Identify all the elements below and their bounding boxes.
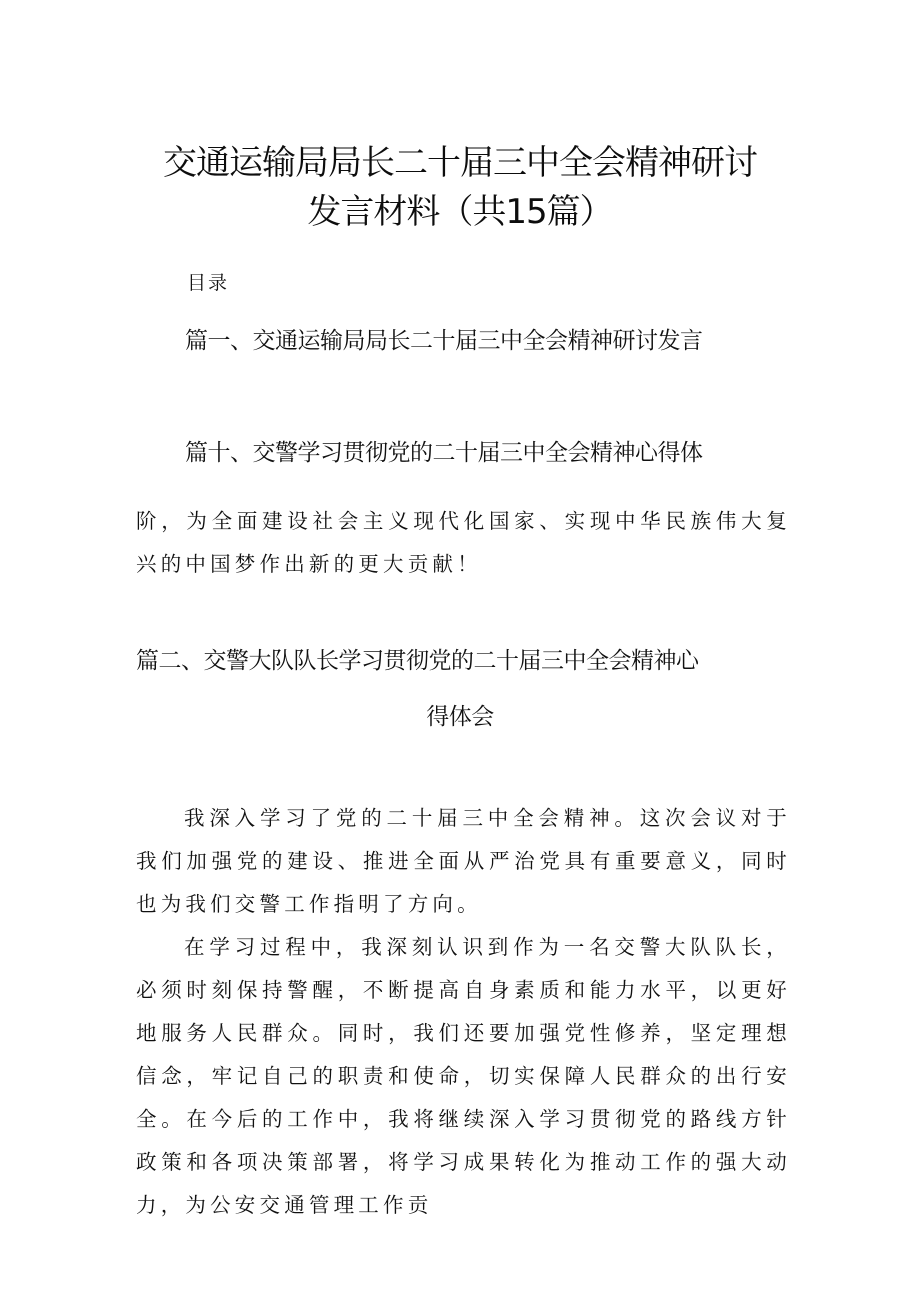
toc-label: 目录 xyxy=(187,272,230,294)
toc-item: 篇十、交警学习贯彻党的二十届三中全会精神心得体 xyxy=(185,440,703,466)
previous-section-fragment: 阶，为全面建设社会主义现代化国家、实现中华民族伟大复兴的中国梦作出新的更大贡献！ xyxy=(136,509,791,576)
body-paragraph: 我深入学习了党的二十届三中全会精神。这次会议对于我们加强党的建设、推进全面从严治党具有重要意义，同时也为我们交警工作指明了方向。 xyxy=(136,806,791,916)
section-heading-line-2: 得体会 xyxy=(426,704,494,730)
toc-item: 篇一、交通运输局局长二十届三中全会精神研讨发言 xyxy=(185,328,703,354)
document-title-line-1: 交通运输局局长二十届三中全会精神研讨 xyxy=(163,143,757,183)
body-paragraph: 在学习过程中，我深刻认识到作为一名交警大队队长，必须时刻保持警醒，不断提高自身素质和能力水平，以更好地服务人民群众。同时，我们还要加强党性修养，坚定理想信念，牢记自己的职责和使命，切实保障人民群众的出行安全。在今后的工作中，我将继续深入学习贯彻党的路线方针政策和各项决策部署，将学习成果转化为推动工作的强大动力，为公安交通管理工作贡 xyxy=(136,935,791,1217)
section-heading-line-1: 篇二、交警大队队长学习贯彻党的二十届三中全会精神心 xyxy=(136,648,699,674)
document-title-line-2: 发言材料（共15篇） xyxy=(307,192,613,232)
